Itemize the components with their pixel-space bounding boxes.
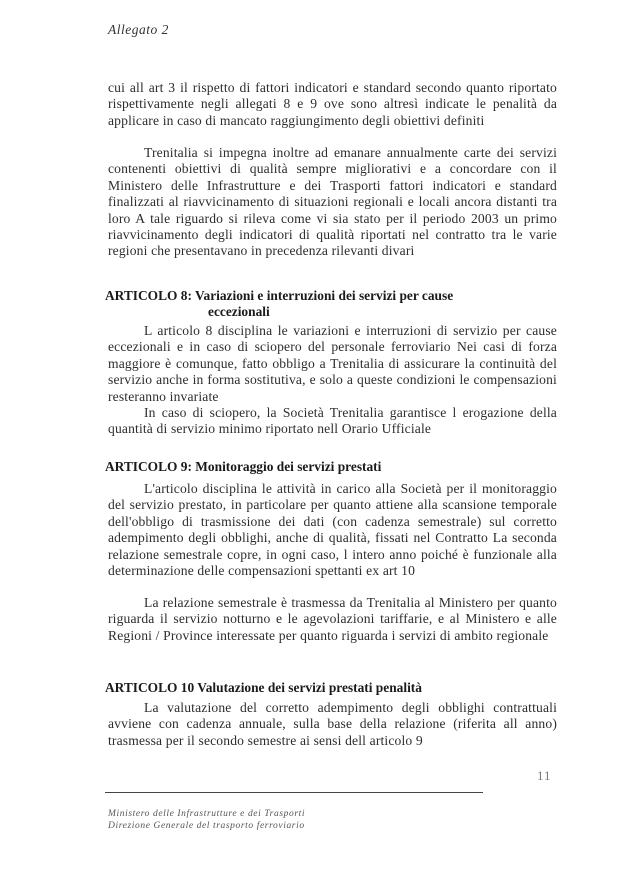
articolo-9-heading: ARTICOLO 9: Monitoraggio dei servizi prestati	[105, 459, 382, 474]
footer-line-1: Ministero delle Infrastrutture e dei Trasporti	[108, 809, 306, 819]
articolo-10-heading: ARTICOLO 10 Valutazione dei servizi prestati penalità	[105, 680, 422, 695]
document-header: Allegato 2	[108, 22, 169, 37]
articolo-9-paragraph-1: L'articolo disciplina le attività in carico alla Società per il monitoraggio del servizio prestato, in particolare per quanto attiene alla scansione temporale dell'obbligo di trasmissione dei dati (con cadenza semestrale) sul corretto adempimento degli obblighi, anche di qualità, fissati nel Contratto La seconda relazione semestrale copre, in ogni caso, l intero anno poiché è funzionale alla determinazione delle compensazioni spettanti ex art 10	[108, 481, 557, 579]
articolo-8-heading-line1: ARTICOLO 8: Variazioni e interruzioni dei servizi per cause	[105, 288, 454, 303]
articolo-9-paragraph-2: La relazione semestrale è trasmessa da Trenitalia al Ministero per quanto riguarda il servizio notturno e le agevolazioni tariffarie, e al Ministero e alle Regioni / Province interessate per quanto riguarda i servizi di ambito regionale	[108, 595, 557, 643]
articolo-8-heading-line2: eccezionali	[208, 304, 270, 320]
articolo-10-paragraph-1: La valutazione del corretto adempimento degli obblighi contrattuali avviene con cadenza annuale, sulla base della relazione (riferita all anno) trasmessa per il secondo semestre ai sensi dell articolo 9	[108, 700, 557, 748]
footer-divider	[105, 792, 483, 793]
document-footer	[108, 808, 305, 832]
articolo-8-heading	[105, 288, 557, 321]
articolo-8-paragraph-1: L articolo 8 disciplina le variazioni e interruzioni di servizio per cause eccezionali e in caso di sciopero del personale ferroviario Nei casi di forza maggiore è comunque, fatto obbligo a Trenitalia di assicurare la continuità del servizio anche in forma sostitutiva, e solo a queste condizioni le compensazioni resteranno invariate	[108, 323, 557, 404]
page-number: 11	[537, 768, 552, 783]
intro-paragraph-1: cui all art 3 il rispetto di fattori indicatori e standard secondo quanto riportato rispettivamente negli allegati 8 e 9 ove sono altresì indicate le penalità da applicare in caso di mancato raggiungimento degli obiettivi definiti	[108, 80, 557, 128]
intro-paragraph-2: Trenitalia si impegna inoltre ad emanare annualmente carte dei servizi contenenti obiettivi di qualità sempre migliorativi e a concordare con il Ministero delle Infrastrutture e dei Trasporti fattori indicatori e standard finalizzati al riavvicinamento di situazioni regionali e locali ancora distanti tra loro A tale riguardo si rileva come vi sia stato per il periodo 2003 un primo riavvicinamento degli indicatori di qualità riportati nel contratto tra le varie regioni che presentavano in precedenza rilevanti divari	[108, 145, 557, 259]
footer-line-2: Direzione Generale del trasporto ferroviario	[108, 821, 305, 831]
articolo-8-paragraph-2: In caso di sciopero, la Società Trenitalia garantisce l erogazione della quantità di servizio minimo riportato nell Orario Ufficiale	[108, 405, 557, 437]
